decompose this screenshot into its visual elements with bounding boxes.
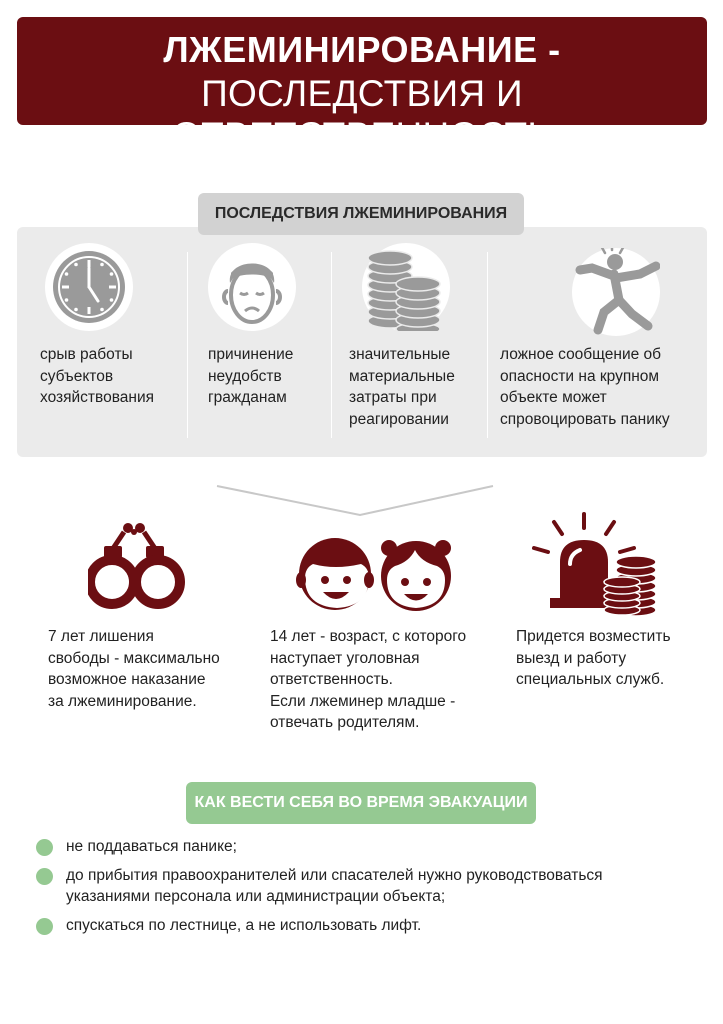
consequence-2-text: причинение неудобств гражданам	[208, 346, 294, 406]
chevron-divider	[215, 484, 495, 518]
evacuation-rule-2: до прибытия правоохранителей или спасателей нужно руководствоваться указаниями персонала или администрации объекта;	[66, 867, 603, 905]
responsibility-2-text: 14 лет - возраст, с которого наступает уголовная ответственность. Если лжеминер младше - отвечать родителям.	[270, 628, 467, 731]
sad-face-icon	[208, 243, 296, 331]
consequences-heading: ПОСЛЕДСТВИЯ ЛЖЕМИНИРОВАНИЯ	[198, 193, 524, 235]
coins-icon	[362, 243, 450, 331]
bullet-icon	[36, 918, 53, 935]
handcuffs-icon	[88, 520, 186, 621]
siren-coins-icon	[530, 512, 658, 621]
divider	[331, 252, 332, 438]
children-icon	[291, 528, 461, 621]
consequence-4-text: ложное сообщение об опасности на крупном объекте может спровоцировать панику	[500, 346, 670, 428]
responsibility-1-text: 7 лет лишения свободы - максимально возможное наказание за лжеминирование.	[48, 628, 220, 710]
title-line-1: ЛЖЕМИНИРОВАНИЕ -	[163, 29, 561, 70]
evacuation-rule-1: не поддаваться панике;	[66, 838, 237, 855]
evacuation-heading: КАК ВЕСТИ СЕБЯ ВО ВРЕМЯ ЭВАКУАЦИИ	[186, 782, 536, 824]
divider	[487, 252, 488, 438]
panic-person-icon	[572, 248, 660, 336]
clock-icon	[45, 243, 133, 331]
bullet-icon	[36, 868, 53, 885]
consequence-3-text: значительные материальные затраты при реагировании	[349, 346, 455, 428]
bullet-icon	[36, 839, 53, 856]
consequence-1-text: срыв работы субъектов хозяйствования	[40, 346, 155, 406]
title-line-2: ПОСЛЕДСТВИЯ И ОТВЕТСТВЕННОСТЬ	[172, 73, 552, 156]
title-banner	[17, 17, 707, 156]
responsibility-3-text: Придется возместить выезд и работу специальных служб.	[516, 628, 671, 688]
evacuation-rule-3: спускаться по лестнице, а не использовать лифт.	[66, 917, 422, 934]
divider	[187, 252, 188, 438]
